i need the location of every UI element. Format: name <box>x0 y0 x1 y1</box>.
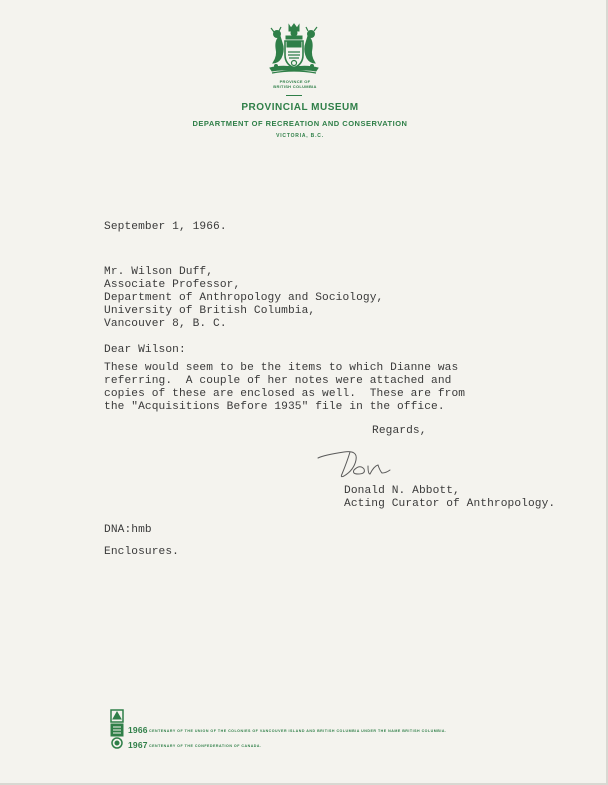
department-name: DEPARTMENT OF RECREATION AND CONSERVATION <box>192 119 408 128</box>
address-line: Department of Anthropology and Sociology, <box>104 292 384 304</box>
crest-caption: BRITISH COLUMBIA <box>273 84 317 89</box>
bleed-through-stamp <box>99 445 262 531</box>
body-line: referring. A couple of her notes were attached and <box>104 375 452 387</box>
address-line: University of British Columbia, <box>104 305 316 317</box>
header-divider <box>286 95 302 96</box>
centenary-year-1966: 1966 <box>128 725 148 735</box>
footer-centenary-union: CENTENARY OF THE UNION OF THE COLONIES OF VANCOUVER ISLAND AND BRITISH COLUMBIA UNDER THE NAME BRITISH COLUMBIA. <box>149 729 447 733</box>
address-line: Mr. Wilson Duff, <box>104 266 214 278</box>
signer-name: Donald N. Abbott, <box>344 485 460 497</box>
signer-title: Acting Curator of Anthropology. <box>344 498 556 510</box>
enclosures-note: Enclosures. <box>104 546 179 558</box>
body-line: copies of these are enclosed as well. These are from <box>104 388 466 400</box>
address-line: Vancouver 8, B. C. <box>104 318 227 330</box>
centenary-year-1967: 1967 <box>128 740 148 750</box>
centenary-logo-icon <box>110 709 124 749</box>
reference-initials: DNA:hmb <box>104 524 152 536</box>
address-line: Associate Professor, <box>104 279 241 291</box>
letter-date: September 1, 1966. <box>104 221 227 233</box>
salutation: Dear Wilson: <box>104 344 186 356</box>
handwritten-signature <box>314 440 404 490</box>
city-name: VICTORIA, B.C. <box>276 133 324 139</box>
footer-centenary-confederation: CENTENARY OF THE CONFEDERATION OF CANADA. <box>149 744 262 748</box>
coat-of-arms-icon <box>262 22 326 80</box>
institution-name: PROVINCIAL MUSEUM <box>241 102 359 113</box>
body-line: the "Acquisitions Before 1935" file in the office. <box>104 401 445 413</box>
body-line: These would seem to be the items to which Dianne was <box>104 362 459 374</box>
closing: Regards, <box>372 425 427 437</box>
crest-caption: PROVINCE OF <box>279 79 311 84</box>
